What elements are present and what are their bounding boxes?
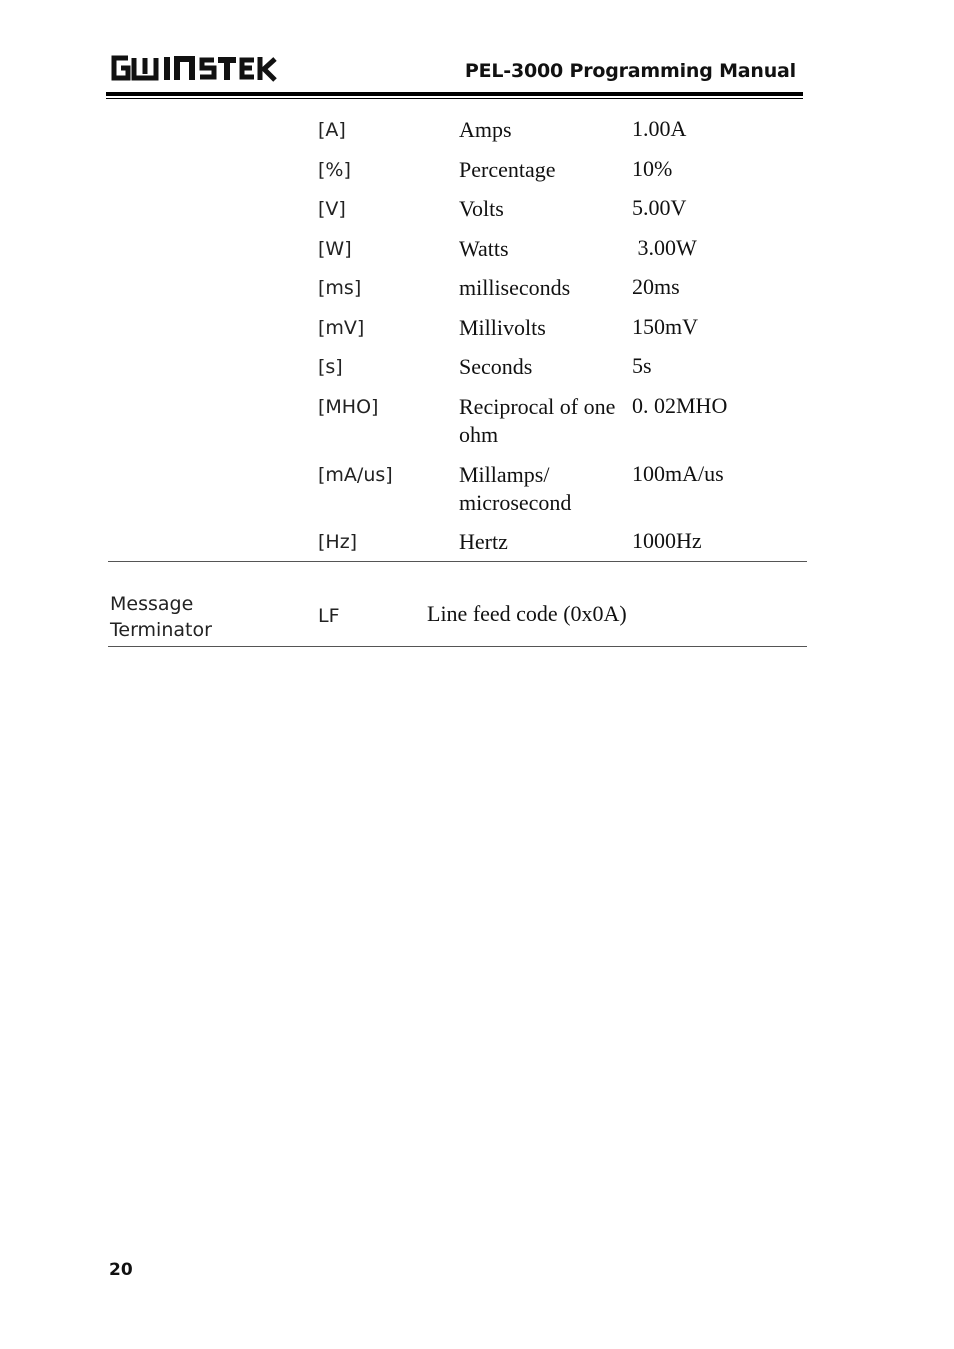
unit-symbol: [V]: [318, 198, 346, 220]
unit-example: 3.00W: [632, 235, 697, 260]
unit-name: milliseconds: [459, 275, 571, 300]
unit-name: Hertz: [459, 529, 508, 554]
unit-symbol: [Hz]: [318, 531, 358, 553]
unit-symbol: [%]: [318, 159, 351, 181]
unit-symbol: [mA/us]: [318, 464, 393, 486]
unit-symbol: [W]: [318, 238, 352, 260]
unit-example: 0. 02MHO: [632, 393, 728, 418]
unit-name: Reciprocal of one ohm: [459, 394, 616, 447]
unit-name: Seconds: [459, 354, 533, 379]
unit-symbol: [A]: [318, 119, 346, 141]
table-bottom-rule: [108, 646, 807, 647]
terminator-label: Message Terminator: [110, 593, 212, 641]
terminator-description: Line feed code (0x0A): [427, 601, 627, 626]
unit-symbol: [ms]: [318, 277, 362, 299]
unit-name: Watts: [459, 236, 509, 261]
page-number: 20: [109, 1260, 133, 1280]
unit-example: 5s: [632, 353, 652, 378]
unit-example: 20ms: [632, 274, 680, 299]
unit-symbol: [MHO]: [318, 396, 379, 418]
unit-example: 10%: [632, 156, 673, 181]
unit-example: 5.00V: [632, 195, 687, 220]
header-rule-thin: [106, 98, 803, 99]
unit-name: Amps: [459, 117, 512, 142]
unit-symbol: [s]: [318, 356, 343, 378]
table-divider: [108, 561, 807, 562]
gw-instek-logo: [108, 50, 278, 86]
unit-symbol: [mV]: [318, 317, 365, 339]
unit-example: 1.00A: [632, 116, 687, 141]
unit-example: 1000Hz: [632, 528, 702, 553]
terminator-code: LF: [318, 605, 340, 627]
manual-title: PEL-3000 Programming Manual: [464, 60, 796, 82]
unit-name: Volts: [459, 196, 504, 221]
header-rule: [106, 92, 803, 96]
unit-example: 100mA/us: [632, 461, 724, 486]
unit-name: Millivolts: [459, 315, 546, 340]
unit-example: 150mV: [632, 314, 698, 339]
unit-name: Millamps/ microsecond: [459, 462, 572, 515]
unit-name: Percentage: [459, 157, 556, 182]
